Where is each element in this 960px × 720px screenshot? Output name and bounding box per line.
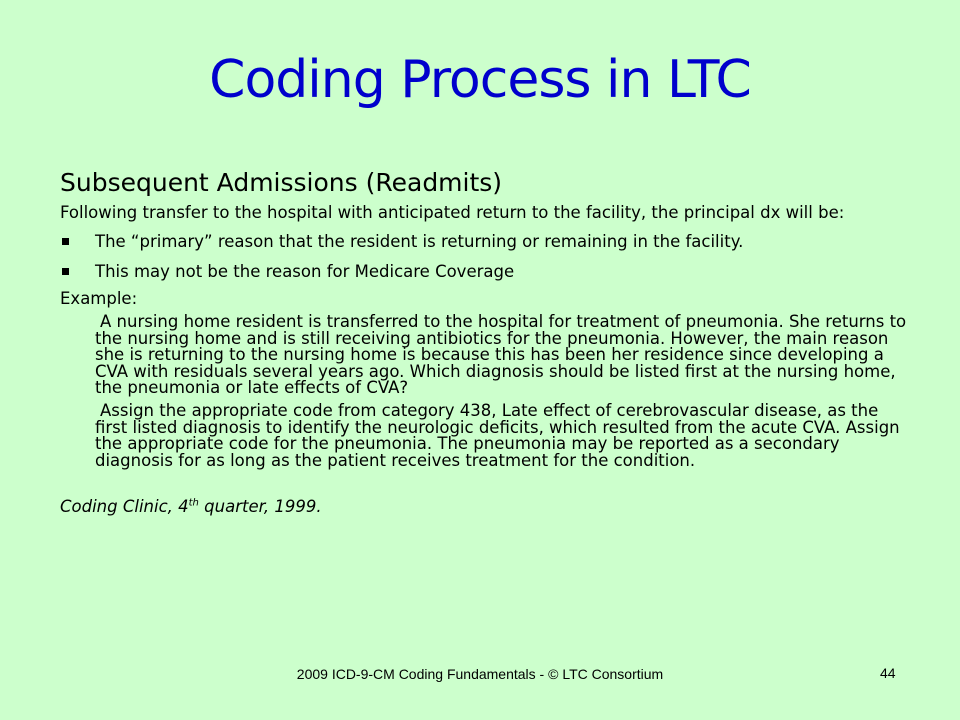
- bullet-text: The “primary” reason that the resident is returning or remaining in the facility.: [95, 232, 744, 251]
- source-text: Coding Clinic, 4: [60, 497, 189, 517]
- bullet-text: This may not be the reason for Medicare Coverage: [95, 262, 515, 281]
- square-bullet-icon: [62, 238, 69, 245]
- bullet-item: [60, 263, 910, 281]
- footer-text: 2009 ICD-9-CM Coding Fundamentals - © LTC Consortium: [296, 666, 664, 682]
- bullet-item: [60, 233, 910, 251]
- intro-paragraph: Following transfer to the hospital with anticipated return to the facility, the principal dx will be:: [60, 203, 845, 222]
- example-label: Example:: [60, 289, 138, 308]
- example-question: A nursing home resident is transferred to the hospital for treatment of pneumonia. She returns to the nursing home and is still receiving antibiotics for the pneumonia. However, the main reason she is returning to the nursing home is because this has been her residence since developing a CVA with residuals several years ago. Which diagnosis should be listed first at the nursing home, the pneumonia or late effects of CVA?: [95, 312, 907, 398]
- source-superscript: th: [188, 497, 199, 509]
- page-number: 44: [880, 665, 896, 681]
- slide-title: Coding Process in LTC: [209, 50, 751, 110]
- source-citation: [60, 497, 910, 516]
- subheading: Subsequent Admissions (Readmits): [60, 168, 503, 197]
- source-text-end: quarter, 1999.: [198, 497, 322, 517]
- slide-body: [60, 168, 910, 516]
- square-bullet-icon: [62, 268, 69, 275]
- example-answer: Assign the appropriate code from category 438, Late effect of cerebrovascular disease, as the first listed diagnosis to identify the neurologic deficits, which resulted from the acute CVA. Assign the appropriate code for the pneumonia. The pneumonia may be reported as a secondary diagnosis for as long as the patient receives treatment for the condition.: [95, 400, 900, 470]
